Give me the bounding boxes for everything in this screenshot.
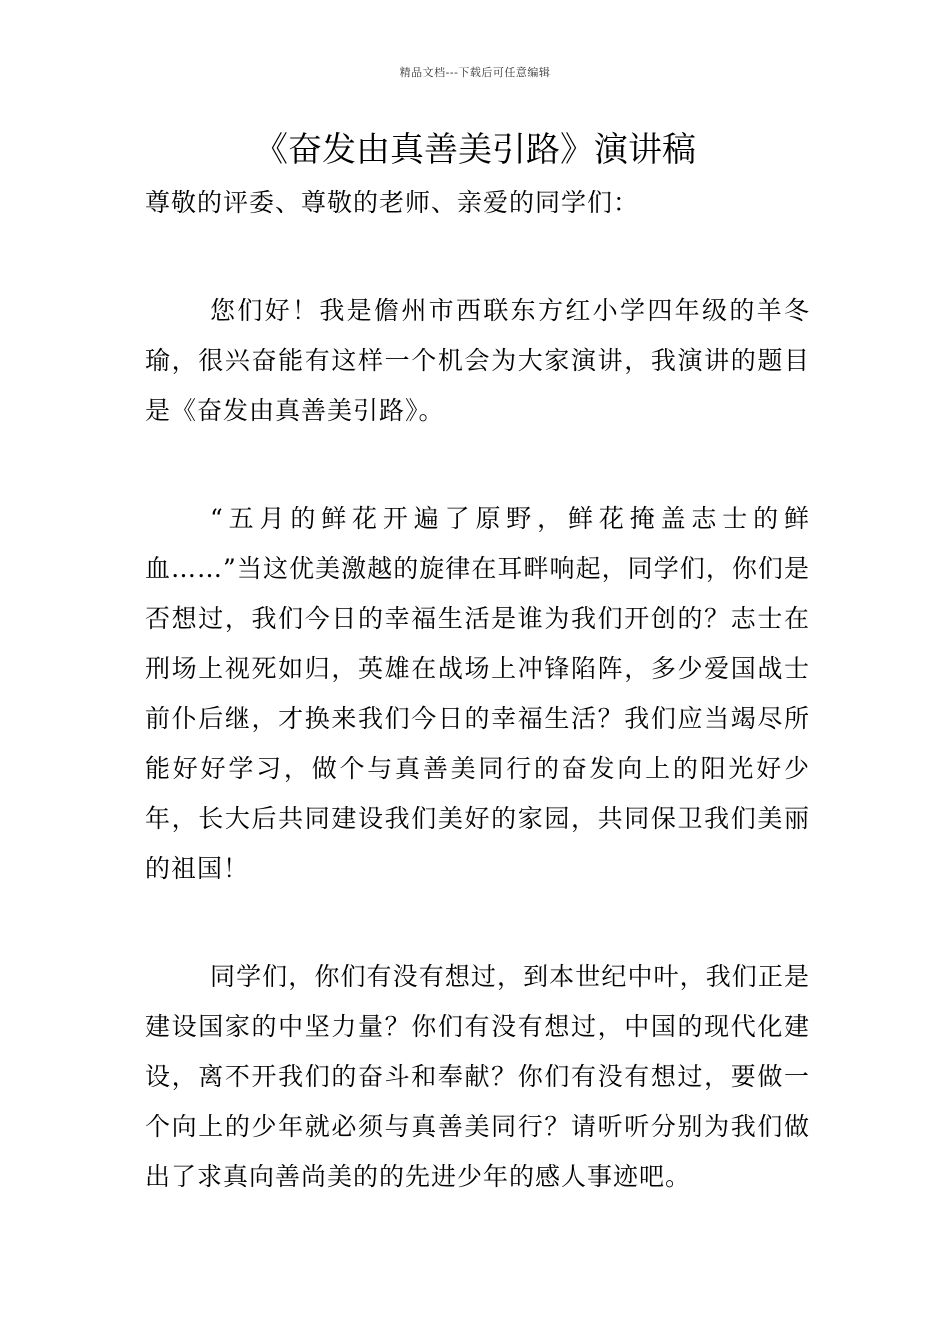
header-note: 精品文档---下载后可任意编辑 bbox=[399, 66, 551, 79]
paragraph-2: “五月的鲜花开遍了原野，鲜花掩盖志士的鲜血……”当这优美激越的旋律在耳畔响起，同学们，你们是否想过，我们今日的幸福生活是谁为我们开创的？志士在刑场上视死如归，英雄在战场上冲锋陷阵，多少爱国战士前仆后继，才换来我们今日的幸福生活？我们应当竭尽所能好好学习，做个与真善美同行的奋发向上的阳光好少年，长大后共同建设我们美好的家园，共同保卫我们美丽的祖国！ bbox=[145, 504, 810, 883]
paragraph-3: 同学们，你们有没有想过，到本世纪中叶，我们正是建设国家的中坚力量？你们有没有想过，中国的现代化建设，离不开我们的奋斗和奉献？你们有没有想过，要做一个向上的少年就必须与真善美同行？请听听分别为我们做出了求真向善尚美的的先进少年的感人事迹吧。 bbox=[145, 962, 810, 1191]
document-body bbox=[145, 178, 810, 1202]
salutation: 尊敬的评委、尊敬的老师、亲爱的同学们： bbox=[145, 188, 640, 217]
paragraph-gap bbox=[145, 228, 810, 286]
paragraph-gap bbox=[145, 436, 810, 494]
paragraph-1: 您们好！我是儋州市西联东方红小学四年级的羊冬瑜，很兴奋能有这样一个机会为大家演讲，我演讲的题目是《奋发由真善美引路》。 bbox=[145, 296, 810, 425]
paragraph-gap bbox=[145, 894, 810, 952]
document-title: 《奋发由真善美引路》演讲稿 bbox=[254, 130, 696, 170]
